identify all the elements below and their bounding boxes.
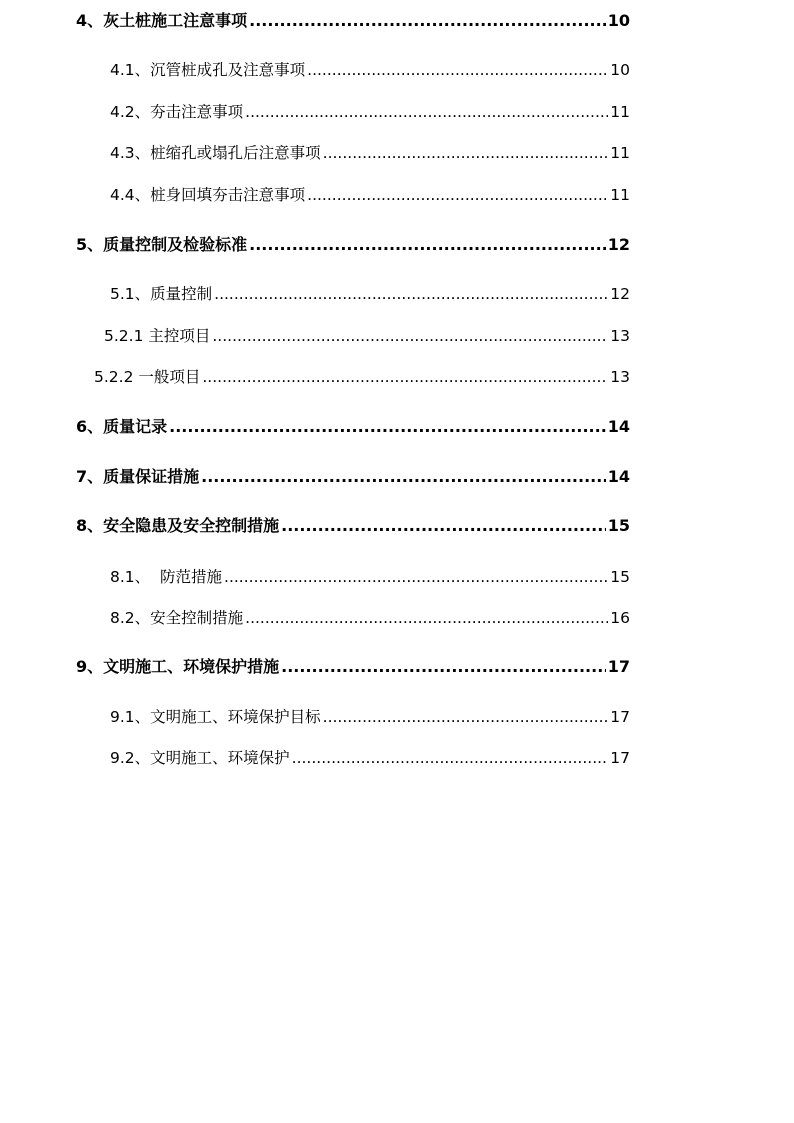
- toc-entry-label: 9.1、文明施工、环境保护目标: [110, 708, 321, 726]
- dot-leader: [323, 706, 609, 728]
- toc-entry-label: 4、灰土桩施工注意事项: [76, 11, 248, 30]
- toc-entry-page: 15: [607, 516, 630, 535]
- dot-leader: [214, 283, 608, 305]
- dot-leader: [281, 656, 606, 678]
- toc-entry-label: 5.2.2 一般项目: [94, 368, 201, 386]
- toc-entry[interactable]: [76, 466, 630, 488]
- toc-entry-page: 16: [610, 609, 630, 627]
- toc-entry[interactable]: [110, 706, 630, 728]
- dot-leader: [307, 59, 608, 81]
- toc-entry-page: 12: [607, 235, 630, 254]
- toc-entry[interactable]: [94, 366, 630, 388]
- toc-entry-page: 13: [610, 327, 630, 345]
- toc-entry[interactable]: [76, 515, 630, 537]
- dot-leader: [245, 101, 608, 123]
- toc-entry-page: 11: [610, 144, 630, 162]
- dot-leader: [212, 325, 608, 347]
- toc-entry-page: 14: [607, 417, 630, 436]
- toc-entry[interactable]: [76, 234, 630, 256]
- toc-entry-page: 13: [610, 368, 630, 386]
- toc-entry-page: 11: [610, 186, 630, 204]
- toc-entry[interactable]: [110, 566, 630, 588]
- toc-entry-label: 9.2、文明施工、环境保护: [110, 749, 290, 767]
- dot-leader: [224, 566, 608, 588]
- toc-entry[interactable]: [76, 416, 630, 438]
- toc-entry-page: 11: [610, 103, 630, 121]
- toc-entry-page: 12: [610, 285, 630, 303]
- toc-entry-label: 4.1、沉管桩成孔及注意事项: [110, 61, 306, 79]
- toc-entry[interactable]: [110, 59, 630, 81]
- toc-entry[interactable]: [76, 10, 630, 32]
- dot-leader: [169, 416, 606, 438]
- toc-entry-page: 10: [607, 11, 630, 30]
- toc-entry[interactable]: [110, 101, 630, 123]
- dot-leader: [202, 366, 608, 388]
- toc-entry-label: 6、质量记录: [76, 417, 168, 436]
- toc-entry-label: 5.2.1 主控项目: [104, 327, 211, 345]
- toc-entry-page: 17: [610, 749, 630, 767]
- toc-entry[interactable]: [110, 283, 630, 305]
- toc-entry-label: 8、安全隐患及安全控制措施: [76, 516, 280, 535]
- toc-entry-page: 10: [610, 61, 630, 79]
- toc-entry[interactable]: [110, 607, 630, 629]
- toc-entry-label: 4.4、桩身回填夯击注意事项: [110, 186, 306, 204]
- toc-entry-page: 14: [607, 467, 630, 486]
- toc-entry-page: 17: [610, 708, 630, 726]
- toc-entry[interactable]: [76, 656, 630, 678]
- toc-entry-page: 15: [610, 568, 630, 586]
- toc-entry[interactable]: [110, 184, 630, 206]
- toc-entry[interactable]: [104, 325, 630, 347]
- toc-entry-label: 8.2、安全控制措施: [110, 609, 244, 627]
- toc-entry-label: 7、质量保证措施: [76, 467, 200, 486]
- toc-entry-page: 17: [607, 657, 630, 676]
- dot-leader: [201, 466, 606, 488]
- dot-leader: [249, 234, 606, 256]
- toc-entry-label: 4.3、桩缩孔或塌孔后注意事项: [110, 144, 321, 162]
- dot-leader: [249, 10, 606, 32]
- dot-leader: [281, 515, 606, 537]
- toc-entry[interactable]: [110, 747, 630, 769]
- dot-leader: [307, 184, 608, 206]
- dot-leader: [245, 607, 608, 629]
- toc-entry-label: 9、文明施工、环境保护措施: [76, 657, 280, 676]
- toc-entry-label: 4.2、夯击注意事项: [110, 103, 244, 121]
- toc-entry-label: 5、质量控制及检验标准: [76, 235, 248, 254]
- toc-entry-label: 8.1、 防范措施: [110, 568, 223, 586]
- toc-entry-label: 5.1、质量控制: [110, 285, 213, 303]
- dot-leader: [292, 747, 609, 769]
- dot-leader: [323, 142, 609, 164]
- toc-entry[interactable]: [110, 142, 630, 164]
